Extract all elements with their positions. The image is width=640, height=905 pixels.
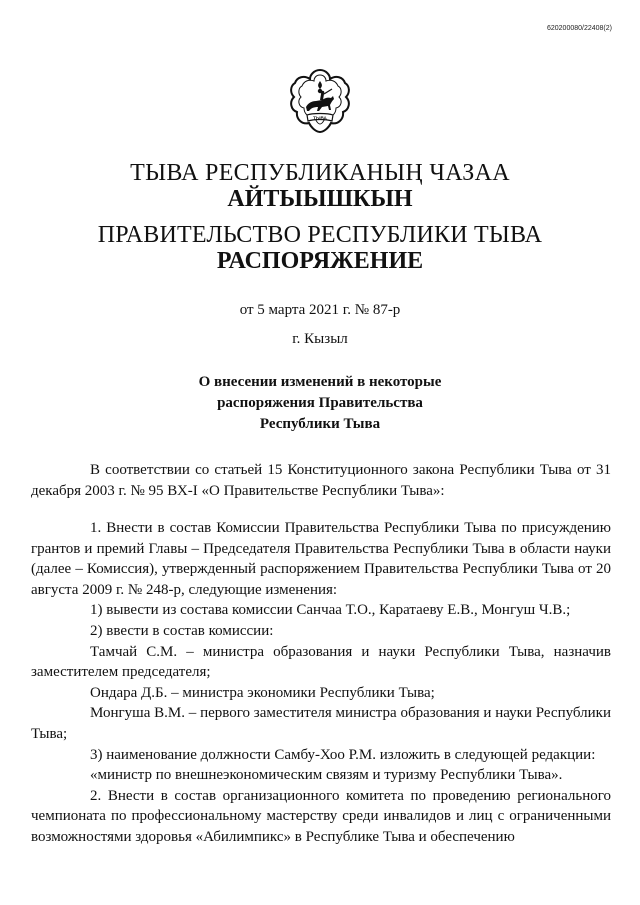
header-tuvan-government: ТЫВА РЕСПУБЛИКАНЫҢ ЧАЗАА [130,160,510,186]
body-paragraph: «министр по внешнеэкономическим связям и туризму Республики Тыва». [90,767,563,784]
body-paragraph: 2) ввести в состав комиссии: [90,622,274,639]
document-code: 620200080/22408(2) [546,25,612,32]
body-paragraph: 3) наименование должности Самбу-Хоо Р.М. изложить в следующей редакции: [90,746,596,763]
document-title-line: Республики Тыва [259,416,381,432]
coat-of-arms-of-tuva-icon [286,67,354,137]
preamble-text: В соответствии со статьей 15 Конституционного закона Республики Тыва от 31 декабря 2003 г. № 95 ВХ-I «О Правительстве Республики Тыва»: [31,462,611,499]
document-body [31,518,611,848]
body-paragraph: 1) вывести из состава комиссии Санчаа Т.О., Каратаеву Е.В., Монгуш Ч.В.; [90,602,571,619]
document-title [0,372,640,435]
body-paragraph: Монгуша В.М. – первого заместителя министра образования и науки Республики Тыва; [31,705,611,742]
header-order: РАСПОРЯЖЕНИЕ [216,248,424,274]
header-government: ПРАВИТЕЛЬСТВО РЕСПУБЛИКИ ТЫВА [97,222,543,248]
document-title-line: распоряжения Правительства [217,395,423,411]
body-paragraph: 1. Внести в состав Комиссии Правительства Республики Тыва по присуждению грантов и премий Главы – Председателя Правительства Республики Тыва в области науки (далее – Комиссия), утвержденный распоряжением Правительства Республики Тыва от 20 августа 2009 г. № 248-р, следующие изменения: [31,520,611,598]
document-city: г. Кызыл [292,331,348,347]
body-paragraph: Тамчай С.М. – министра образования и науки Республики Тыва, назначив заместителем председателя; [31,643,611,681]
document-title-line: О внесении изменений в некоторые [198,374,442,390]
preamble [31,460,611,501]
emblem-label: ТЫВА [313,115,327,121]
document-date-number: от 5 марта 2021 г. № 87-р [239,302,401,318]
body-paragraph: Ондара Д.Б. – министра экономики Республики Тыва; [90,684,435,701]
header-tuvan-order: АЙТЫЫШКЫН [227,186,413,212]
body-paragraph: 2. Внести в состав организационного комитета по проведению регионального чемпионата по профессиональному мастерству среди инвалидов и лиц с ограниченными возможностями здоровья «Абилимпикс» в Республике Тыва и обеспечению [31,787,611,845]
